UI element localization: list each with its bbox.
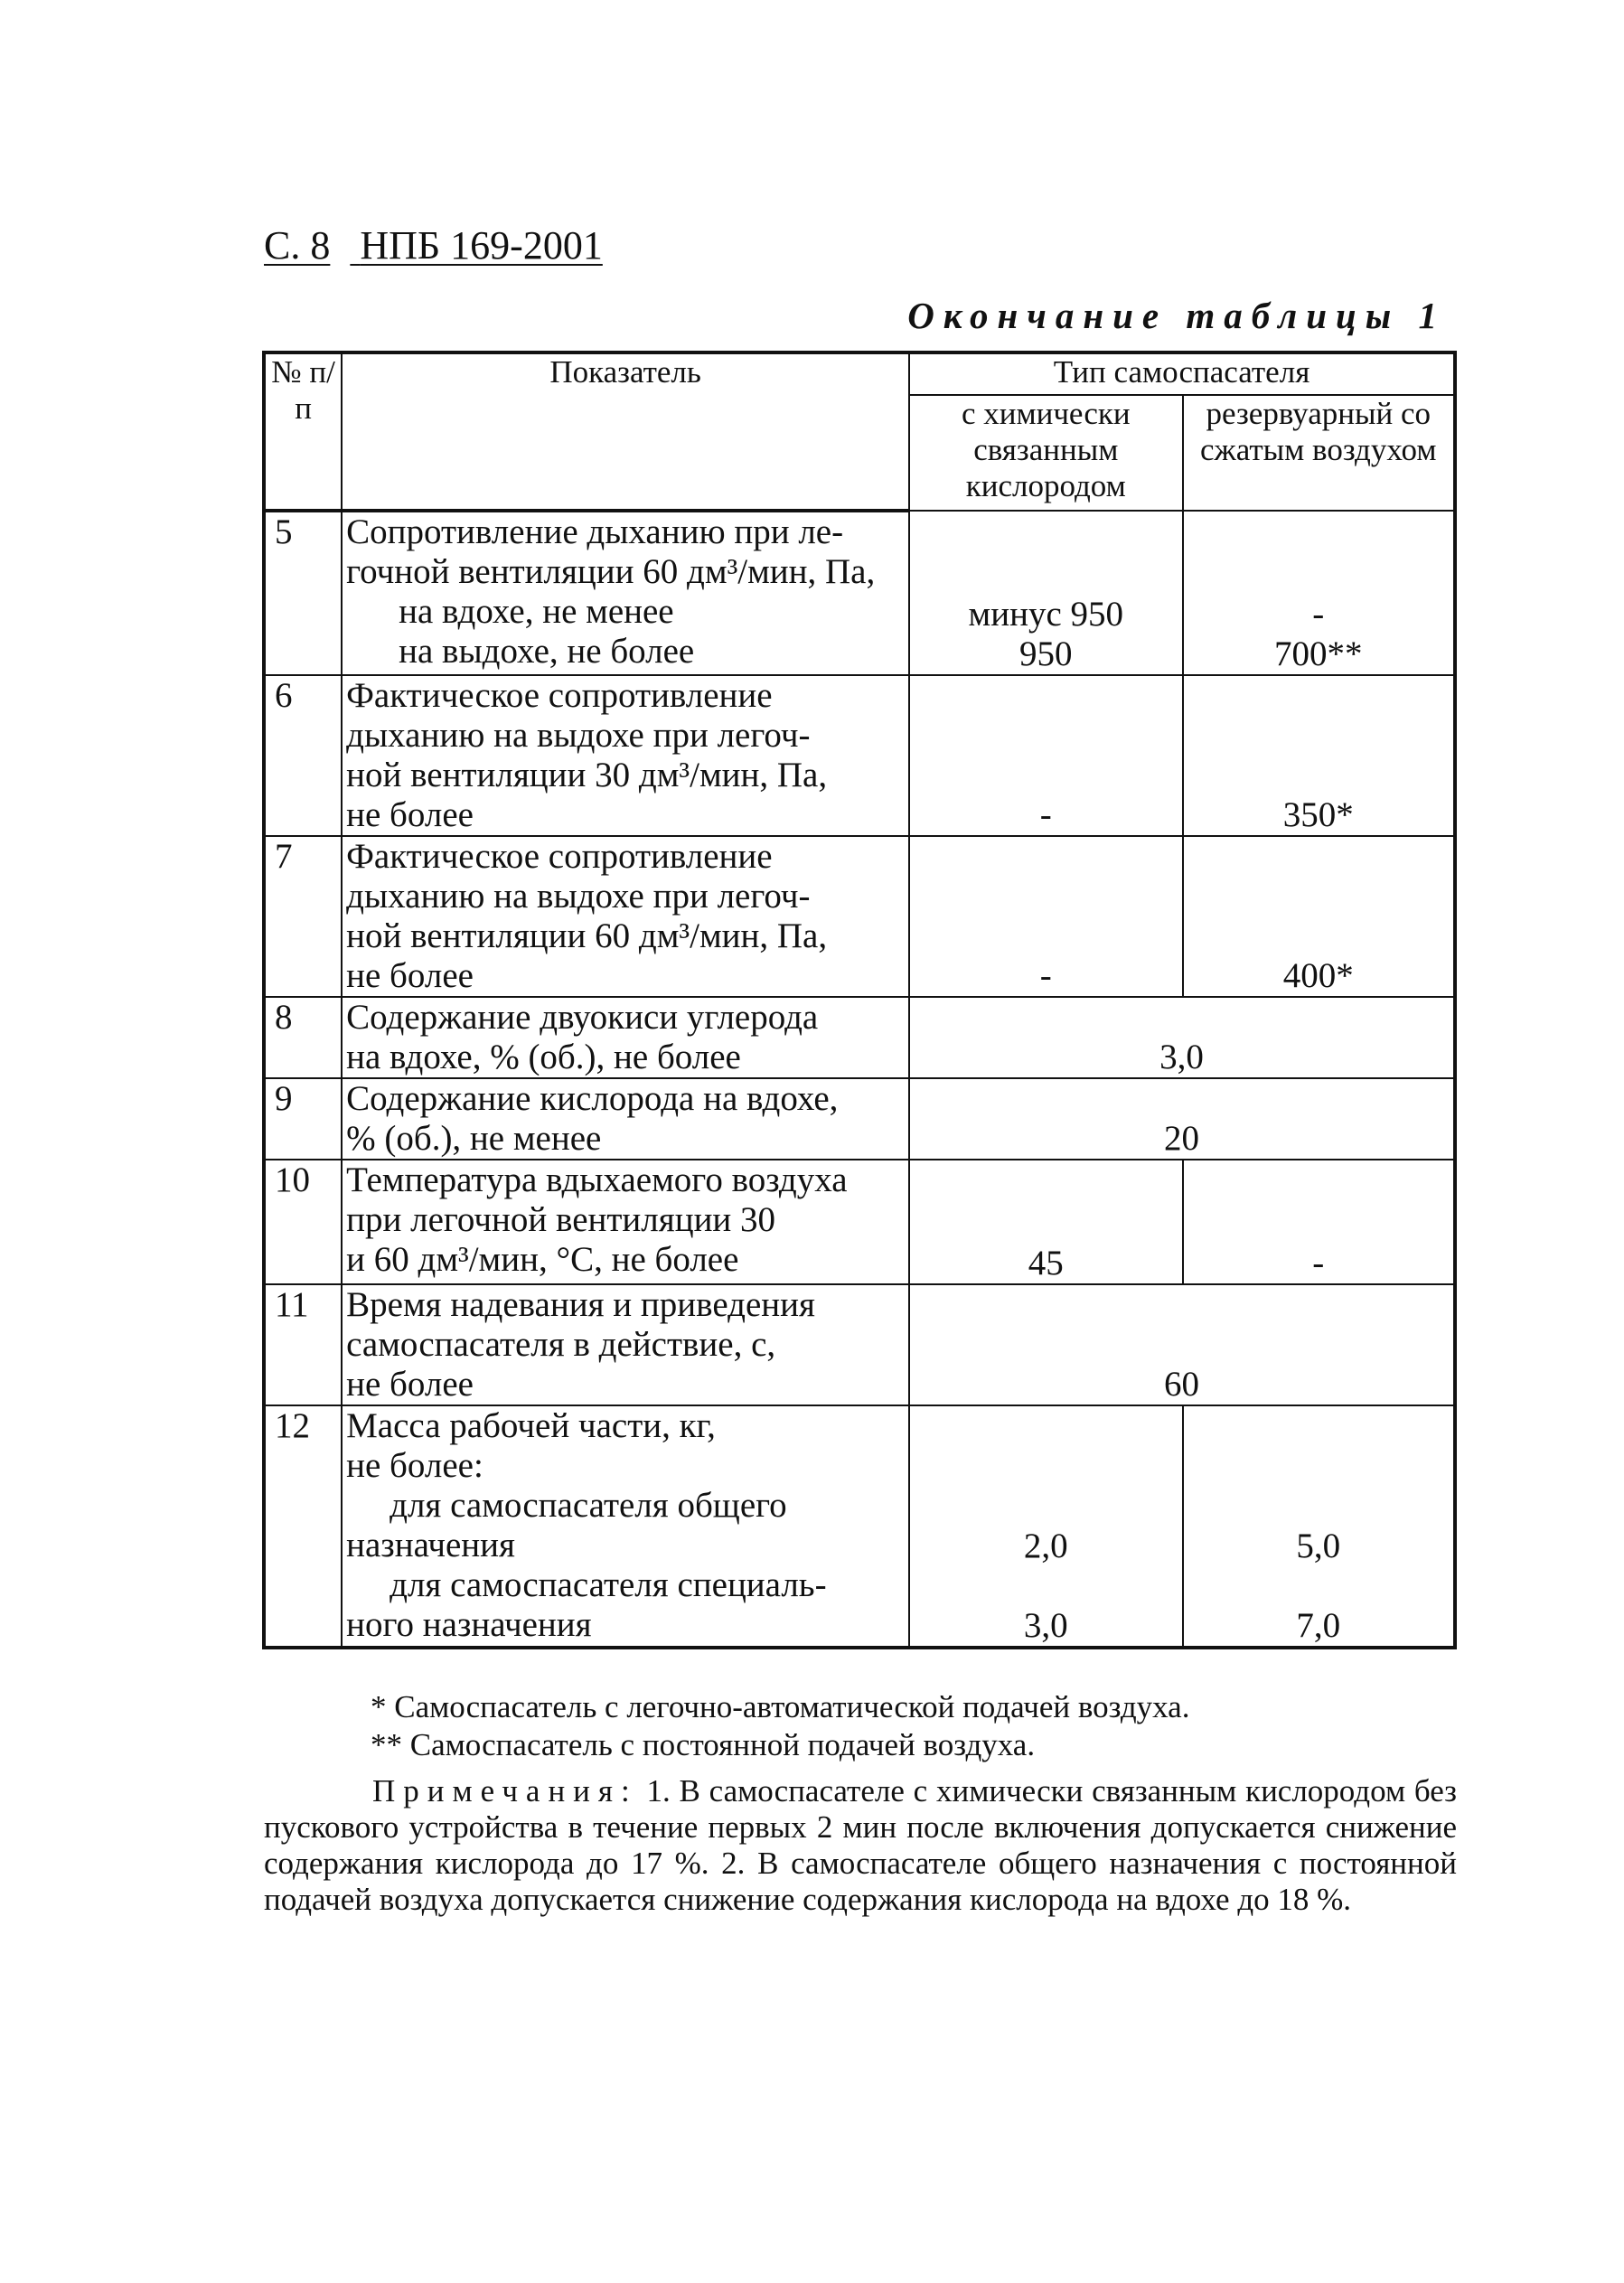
row-value-common: 60 (909, 1284, 1455, 1405)
indicator-line: Время надевания и приведения (346, 1285, 815, 1324)
value-line: - (1312, 595, 1325, 634)
row-number: 7 (264, 836, 342, 997)
row-indicator (342, 997, 909, 1078)
indicators-table (262, 351, 1457, 1649)
footnote-1: * Самоспасатель с легочно-автоматической подачей воздуха. (371, 1689, 1190, 1724)
indicator-line: на вдохе, % (об.), не более (346, 1038, 741, 1076)
table-row (264, 1078, 1455, 1160)
row-value-compressed (1183, 511, 1455, 675)
row-number: 10 (264, 1160, 342, 1284)
value-line: 400* (1282, 956, 1354, 995)
row-number: 12 (264, 1405, 342, 1648)
page-number: С. 8 (264, 223, 331, 268)
row-indicator (342, 511, 909, 675)
table-header-row (264, 352, 1455, 395)
value-line: 3,0 (1023, 1606, 1068, 1645)
value-line: 700** (1274, 634, 1363, 673)
indicator-line: на выдохе, не более (399, 632, 695, 671)
table-row (264, 511, 1455, 675)
row-indicator (342, 675, 909, 836)
document-code: НПБ 169-2001 (360, 223, 603, 268)
indicator-line: не более: (346, 1446, 483, 1485)
indicator-line: для самоспасателя специаль- (390, 1565, 827, 1604)
row-number: 11 (264, 1284, 342, 1405)
indicator-line: Масса рабочей части, кг, (346, 1406, 716, 1445)
indicator-line: Сопротивление дыханию при ле- (346, 512, 844, 551)
row-indicator (342, 836, 909, 997)
header-col-b-text: резервуарный со сжатым воздухом (1200, 396, 1437, 467)
row-number: 5 (264, 511, 342, 675)
indicator-line: для самоспасателя общего (390, 1486, 787, 1525)
header-group-text: Тип самоспасателя (1053, 354, 1310, 390)
value-line: - (1039, 795, 1052, 834)
value-line: - (1039, 956, 1052, 995)
indicator-line: и 60 дм³/мин, °С, не более (346, 1240, 739, 1279)
indicator-line: самоспасателя в действие, с, (346, 1325, 776, 1364)
row-value-compressed (1183, 1160, 1455, 1284)
indicator-line: дыханию на выдохе при легоч- (346, 716, 811, 755)
row-indicator (342, 1284, 909, 1405)
header-indicator-text: Показатель (549, 354, 701, 390)
row-indicator (342, 1078, 909, 1160)
row-number: 9 (264, 1078, 342, 1160)
header-indicator (342, 352, 909, 511)
row-indicator (342, 1160, 909, 1284)
header-col-b (1183, 395, 1455, 511)
row-value-compressed (1183, 675, 1455, 836)
header-num (264, 352, 342, 511)
table-row (264, 836, 1455, 997)
indicator-line: Содержание кислорода на вдохе, (346, 1079, 839, 1118)
notes-label: Примечания: (372, 1773, 638, 1809)
indicator-line: не более (346, 795, 474, 834)
page-header (264, 222, 623, 268)
indicator-line: при легочной вентиляции 30 (346, 1200, 776, 1239)
row-number: 6 (264, 675, 342, 836)
indicator-line: назначения (346, 1526, 515, 1564)
row-value-chemical (909, 511, 1182, 675)
footnotes (371, 1688, 1189, 1764)
table-caption: Окончание таблицы 1 (907, 295, 1446, 336)
indicator-line: Фактическое сопротивление (346, 676, 773, 715)
row-indicator (342, 1405, 909, 1648)
row-value-common: 20 (909, 1078, 1455, 1160)
value-line: 350* (1282, 795, 1354, 834)
value-line: 7,0 (1296, 1606, 1341, 1645)
indicator-line: ной вентиляции 30 дм³/мин, Па, (346, 756, 828, 794)
table-row (264, 675, 1455, 836)
indicator-line: дыханию на выдохе при легоч- (346, 877, 811, 916)
notes (264, 1773, 1457, 1918)
table-row (264, 1405, 1455, 1648)
indicator-line: на вдохе, не менее (399, 592, 674, 631)
value-line: - (1312, 1244, 1325, 1282)
value-line: 950 (1019, 634, 1073, 673)
indicator-line: не более (346, 1365, 474, 1404)
header-col-a (909, 395, 1182, 511)
notes-text: 1. В самоспасателе с химически связанным кислородом без пускового устройства в течение первых 2 мин после включения допускается снижение содержания кислорода до 17 %. 2. В самоспасателе общего назначения с постоянной подачей воздуха допускается снижение содержания кислорода на вдохе до 18 %. (264, 1773, 1457, 1917)
table-body (264, 511, 1455, 1648)
indicator-line: Фактическое сопротивление (346, 837, 773, 876)
indicator-line: ной вентиляции 60 дм³/мин, Па, (346, 916, 828, 955)
footnote-2: ** Самоспасатель с постоянной подачей воздуха. (371, 1727, 1036, 1762)
table-row (264, 1160, 1455, 1284)
table-row (264, 1284, 1455, 1405)
indicator-line: Температура вдыхаемого воздуха (346, 1160, 848, 1199)
row-value-common: 3,0 (909, 997, 1455, 1078)
indicator-line: Содержание двуокиси углерода (346, 998, 819, 1037)
row-value-chemical (909, 1160, 1182, 1284)
row-number: 8 (264, 997, 342, 1078)
row-value-chemical (909, 836, 1182, 997)
row-value-compressed (1183, 1405, 1455, 1648)
value-line: 2,0 (1023, 1527, 1068, 1565)
header-group (909, 352, 1455, 395)
table-row (264, 997, 1455, 1078)
header-col-a-text: с химически связанным кислородом (961, 396, 1131, 503)
row-value-chemical (909, 1405, 1182, 1648)
value-line: 5,0 (1296, 1527, 1341, 1565)
value-line: минус 950 (968, 595, 1124, 634)
indicator-line: не более (346, 956, 474, 995)
header-num-text: № п/п (271, 354, 335, 426)
indicator-line: гочной вентиляции 60 дм³/мин, Па, (346, 552, 876, 591)
row-value-compressed (1183, 836, 1455, 997)
value-line: 45 (1028, 1244, 1064, 1282)
row-value-chemical (909, 675, 1182, 836)
indicator-line: % (об.), не менее (346, 1119, 602, 1158)
indicator-line: ного назначения (346, 1605, 592, 1644)
